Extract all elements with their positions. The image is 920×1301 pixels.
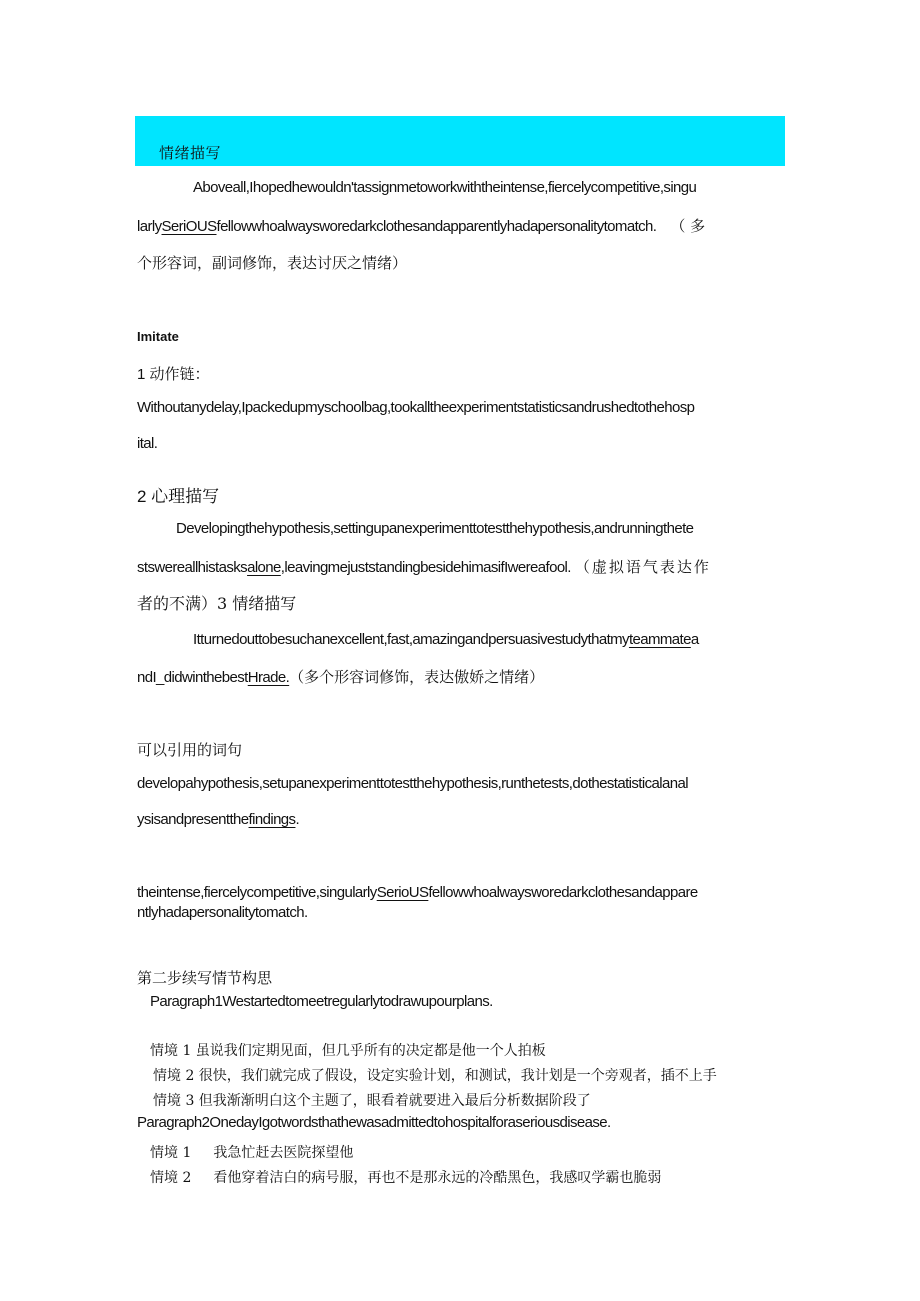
- plot-paragraph-1: Paragraph1Westartedtomeetregularlytodrawupourplans.: [150, 993, 493, 1010]
- quotable-p2-line-1: theintense,fiercelycompetitive,singularlySerioUSfellowwhoalwaysworedarkclothesandappare: [137, 884, 698, 901]
- item1-title: 1 动作链：: [137, 366, 210, 383]
- quotable-p1-line-2: ysisandpresentthefindings.: [137, 811, 300, 828]
- underlined-word: SerioUS: [376, 884, 429, 901]
- intro-line-3: 个形容词，副词修饰，表达讨厌之情绪）: [137, 254, 408, 272]
- plot-scenario-3: 情境 3 但我渐渐明白这个主题了，眼看着就要进入最后分析数据阶段了: [153, 1093, 591, 1109]
- underlined-word: teammate: [628, 631, 691, 648]
- imitate-heading: Imitate: [137, 329, 179, 344]
- banner-title: 情绪描写: [159, 145, 222, 162]
- underlined-word: findings: [248, 811, 296, 828]
- item1-line-1: Withoutanydelay,Ipackedupmyschoolbag,tookalltheexperimentstatisticsandrushedtothehosp: [137, 399, 695, 416]
- item3-line-1: Itturnedouttobesuchanexcellent,fast,amazingandpersuasivestudythatmyteammatea: [193, 631, 699, 648]
- intro-line-1: Aboveall,Ihopedhewouldn'tassignmetoworkwiththeintense,fiercelycompetitive,singu: [193, 179, 697, 196]
- underlined-word: SeriOUS: [161, 218, 217, 235]
- plot-scenario-2: 情境 2 很快，我们就完成了假设，设定实验计划，和测试，我计划是一个旁观者，插不上手: [153, 1068, 717, 1084]
- quotable-p2-line-2: ntlyhadapersonalitytomatch.: [137, 904, 308, 921]
- item2-line-3: 者的不满）3 情绪描写: [137, 594, 297, 613]
- plot-heading: 第二步续写情节构思: [137, 970, 273, 987]
- intro-line-2: larlySeriOUSfellowwhoalwaysworedarkclothesandapparentlyhadapersonalitytomatch. （ 多: [137, 217, 706, 235]
- item2-line-1: Developingthehypothesis,settingupanexperimenttotestthehypothesis,andrunningthete: [176, 520, 694, 537]
- section-banner: [135, 116, 785, 166]
- item2-title: 2 心理描写: [137, 487, 220, 506]
- plot-p2-scenario-2: 情境 2 看他穿着洁白的病号服，再也不是那永远的冷酷黑色，我感叹学霸也脆弱: [150, 1170, 662, 1186]
- underlined-word: alone: [247, 559, 281, 576]
- item2-line-2: stswereallhistasksalone,leavingmejuststandingbesidehimasifIwereafool. （虚拟语气表达作: [137, 558, 711, 576]
- plot-p2-scenario-1: 情境 1 我急忙赶去医院探望他: [150, 1145, 354, 1161]
- underlined-word: Hrade.: [247, 669, 290, 686]
- item1-line-2: ital.: [137, 435, 158, 452]
- quotable-heading: 可以引用的词句: [137, 742, 243, 759]
- plot-paragraph-2: Paragraph2OnedayIgotwordsthathewasadmittedtohospitalforaseriousdisease.: [137, 1114, 611, 1131]
- item3-line-2: ndI_didwinthebestHrade.（多个形容词修饰，表达傲娇之情绪）: [137, 668, 545, 686]
- plot-scenario-1: 情境 1 虽说我们定期见面，但几乎所有的决定都是他一个人拍板: [150, 1043, 546, 1059]
- quotable-p1-line-1: developahypothesis,setupanexperimenttotestthehypothesis,runthetests,dothestatisticalanal: [137, 775, 688, 792]
